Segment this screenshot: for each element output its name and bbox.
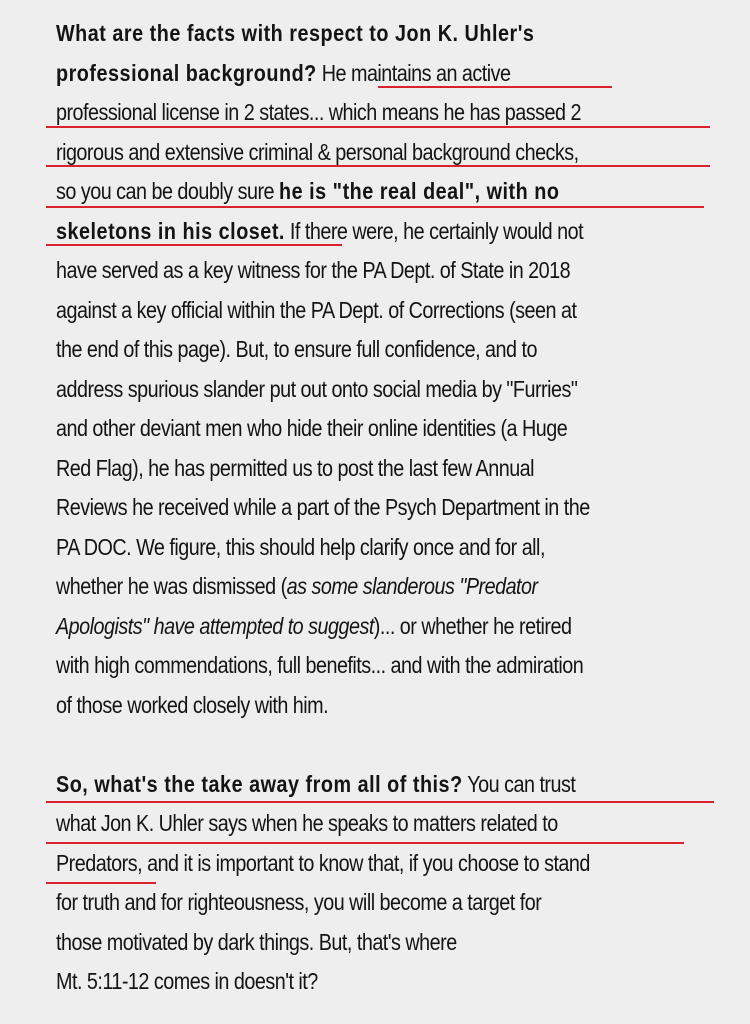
text-line: [56, 567, 649, 607]
text-line: Reviews he received while a part of the Psych Department in the: [56, 494, 590, 520]
red-underline: [46, 244, 342, 246]
red-underline: [46, 801, 714, 803]
bold-span: he is "the real deal", with no: [279, 178, 560, 204]
text-line: what Jon K. Uhler says when he speaks to matters related to: [56, 810, 558, 836]
text-line: for truth and for righteousness, you will become a target for: [56, 889, 542, 915]
text-line: address spurious slander put out onto social media by "Furries": [56, 375, 578, 402]
text-body: [56, 14, 746, 1002]
text-span: You can trust: [462, 770, 576, 797]
text-line: have served as a key witness for the PA Dept. of State in 2018: [56, 257, 571, 283]
text-line: with high commendations, full benefits... and with the admiration: [56, 652, 584, 678]
red-underline: [378, 86, 612, 88]
red-underline: [46, 842, 684, 844]
text-line: [56, 844, 649, 884]
red-underline: [46, 882, 156, 884]
text-line: of those worked closely with him.: [56, 691, 329, 718]
red-underline: [46, 126, 710, 128]
red-underline: [46, 165, 710, 167]
bold-heading: professional background?: [56, 59, 317, 86]
text-line: the end of this page). But, to ensure full confidence, and to: [56, 336, 537, 362]
text-line: [56, 607, 649, 647]
text-span: so you can be doubly sure: [56, 178, 280, 204]
text-span: Predators: [56, 849, 138, 876]
text-span: He maintains an active: [316, 59, 511, 86]
text-span: , and it is important to know that, if you choose to stand: [137, 849, 590, 876]
text-line: [56, 14, 649, 54]
text-line: Mt. 5:11-12 comes in doesn't it?: [56, 968, 318, 994]
text-line: those motivated by dark things. But, that's where: [56, 928, 457, 955]
text-span: whether he was dismissed (: [56, 573, 287, 599]
italic-span: Apologists" have attempted to suggest: [56, 612, 374, 639]
bold-span: skeletons in his closet.: [56, 217, 285, 244]
text-line: PA DOC. We figure, this should help clarify once and for all,: [56, 533, 545, 560]
text-line: Red Flag), he has permitted us to post the last few Annual: [56, 454, 535, 481]
text-line: professional license in 2 states... which means he has passed 2: [56, 99, 581, 125]
red-underline: [46, 206, 704, 208]
text-span: If there were, he certainly would not: [284, 217, 584, 244]
text-span: )... or whether he retired: [373, 612, 572, 639]
italic-span: as some slanderous "Predator: [286, 573, 538, 599]
text-line: [56, 765, 649, 805]
text-line: and other deviant men who hide their online identities (a Huge: [56, 415, 568, 441]
bold-heading: So, what's the take away from all of this?: [56, 770, 463, 797]
text-line: against a key official within the PA Dept. of Corrections (seen at: [56, 296, 577, 323]
text-line: rigorous and extensive criminal & personal background checks,: [56, 138, 579, 165]
bold-heading: What are the facts with respect to Jon K. Uhler's: [56, 20, 535, 46]
paragraph-gap: [56, 725, 649, 765]
